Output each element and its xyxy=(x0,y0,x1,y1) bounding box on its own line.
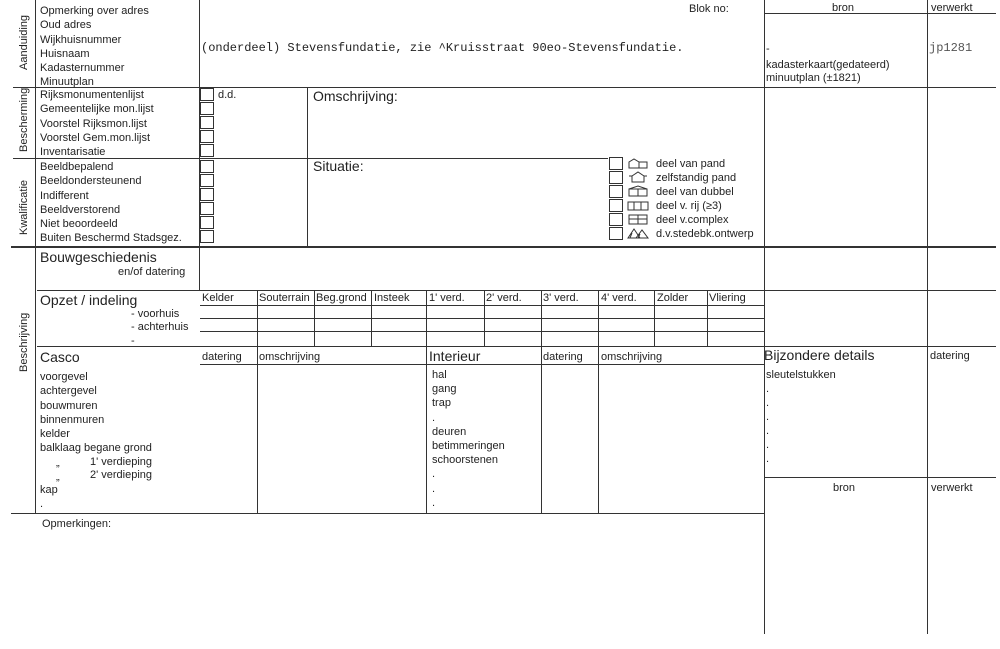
item-indifferent: Indifferent xyxy=(40,189,89,202)
bijzondere-verwerkt-header: verwerkt xyxy=(931,482,973,494)
interieur-betimmeringen: betimmeringen xyxy=(432,440,505,453)
field-wijkhuisnummer: Wijkhuisnummer xyxy=(40,33,122,46)
casco-verdieping-1: 1' verdieping xyxy=(90,456,153,468)
bron-dash: - xyxy=(766,43,770,55)
field-oud-adres: Oud adres xyxy=(40,19,92,32)
bescherming-checkbox[interactable] xyxy=(200,102,214,115)
item-beeldbepalend: Beeldbepalend xyxy=(40,161,114,173)
field-minuutplan: Minuutplan xyxy=(40,76,94,89)
interieur-items xyxy=(432,368,505,510)
rule-kwalificatie-bottom xyxy=(11,246,996,248)
item-beeldondersteunend: Beeldondersteunend xyxy=(40,175,142,188)
rule-bron-left xyxy=(764,0,765,634)
interieur-dot: . xyxy=(432,468,436,481)
opzet-voorhuis: - voorhuis xyxy=(131,308,180,320)
casco-kelder: kelder xyxy=(40,428,70,441)
kwalificatie-checkbox[interactable] xyxy=(200,160,214,173)
bijzondere-dot: . xyxy=(766,383,770,395)
casco-datering-header: datering xyxy=(202,351,242,363)
casco-dot: . xyxy=(40,498,44,510)
rule-floor-col xyxy=(598,290,599,346)
beschrijving-section-label: Beschrijving xyxy=(18,312,30,372)
kwalificatie-items xyxy=(40,160,182,246)
item-rijksmonumentenlijst: Rijksmonumentenlijst xyxy=(40,89,144,101)
interieur-gang: gang xyxy=(432,383,457,396)
situatie-checkbox[interactable] xyxy=(609,185,623,198)
opzet-other: - xyxy=(131,335,135,347)
rule-casco-omschrijving-right xyxy=(426,346,427,513)
situatie-options xyxy=(656,157,754,241)
interieur-schoorstenen: schoorstenen xyxy=(432,454,499,467)
rule-floor-col xyxy=(541,290,542,346)
rule-floor-col xyxy=(654,290,655,346)
zelfstandig-pand-icon xyxy=(627,171,649,183)
rule-floor-col xyxy=(707,290,708,346)
kwalificatie-section-label: Kwalificatie xyxy=(18,179,30,235)
situatie-label: Situatie: xyxy=(313,158,364,174)
situatie-checkbox[interactable] xyxy=(609,171,623,184)
aanduiding-typed-value: (onderdeel) Stevensfundatie, zie ^Kruisstraat 90eo-Stevensfundatie. xyxy=(201,41,684,55)
field-huisnaam: Huisnaam xyxy=(40,47,90,60)
casco-bouwmuren: bouwmuren xyxy=(40,399,98,412)
bescherming-items xyxy=(40,88,154,159)
casco-balklaag: balklaag begane grond xyxy=(40,442,152,455)
deel-van-pand-icon xyxy=(627,157,649,169)
interieur-dot: . xyxy=(432,411,436,424)
casco-achtergevel: achtergevel xyxy=(40,385,97,398)
interieur-trap: trap xyxy=(432,397,451,410)
rule-floor-col xyxy=(314,290,315,346)
casco-ditto-2: „ xyxy=(56,471,60,483)
kwalificatie-checkbox[interactable] xyxy=(200,230,214,243)
rule-interieur-datering-right xyxy=(598,346,599,513)
floor-col-insteek: Insteek xyxy=(374,292,410,304)
bijzondere-dot: . xyxy=(766,425,770,437)
bijzondere-dot: . xyxy=(766,411,770,423)
situatie-checkbox[interactable] xyxy=(609,213,623,226)
opzet-label: Opzet / indeling xyxy=(40,292,138,308)
field-opmerking-adres: Opmerking over adres xyxy=(40,5,149,17)
bescherming-checkbox[interactable] xyxy=(200,144,214,157)
kwalificatie-checkbox[interactable] xyxy=(200,216,214,229)
option-zelfstandig-pand: zelfstandig pand xyxy=(656,172,737,184)
floor-col-2e-verd: 2' verd. xyxy=(486,292,522,304)
casco-verdieping-2: 2' verdieping xyxy=(90,469,153,481)
blok-no-label: Blok no: xyxy=(689,3,729,15)
interieur-deuren: deuren xyxy=(432,425,467,438)
floor-col-zolder: Zolder xyxy=(657,292,689,304)
bron-kadasterkaart: kadasterkaart(gedateerd) xyxy=(766,59,890,71)
option-deel-v-rij: deel v. rij (≥3) xyxy=(656,200,722,212)
situatie-checkbox[interactable] xyxy=(609,227,623,240)
bouwgeschiedenis-sub: en/of datering xyxy=(118,266,186,278)
option-stedebk-ontwerp: d.v.stedebk.ontwerp xyxy=(656,228,754,240)
bijzondere-details-label: Bijzondere details xyxy=(764,347,875,363)
floor-col-kelder: Kelder xyxy=(202,292,234,304)
casco-items xyxy=(40,370,152,456)
bijzondere-items xyxy=(766,368,836,466)
floor-col-vliering: Vliering xyxy=(709,292,746,304)
floor-col-4e-verd: 4' verd. xyxy=(601,292,637,304)
rule-floor-row1 xyxy=(200,318,764,319)
interieur-dot: . xyxy=(432,482,436,495)
bijzondere-datering-header: datering xyxy=(930,350,970,362)
field-kadasternummer: Kadasternummer xyxy=(40,62,125,75)
opzet-achterhuis: - achterhuis xyxy=(131,321,189,333)
interieur-hal: hal xyxy=(432,369,447,381)
verwerkt-value: jp1281 xyxy=(929,41,973,55)
interieur-dot: . xyxy=(432,496,436,509)
bescherming-checkbox[interactable] xyxy=(200,116,214,129)
item-beeldverstorend: Beeldverstorend xyxy=(40,203,121,216)
item-inventarisatie: Inventarisatie xyxy=(40,146,106,159)
bijzondere-sleutelstukken: sleutelstukken xyxy=(766,369,836,381)
item-voorstel-rijksmon-lijst: Voorstel Rijksmon.lijst xyxy=(40,117,147,130)
casco-voorgevel: voorgevel xyxy=(40,371,88,383)
floor-col-3e-verd: 3' verd. xyxy=(543,292,579,304)
kwalificatie-checkbox[interactable] xyxy=(200,202,214,215)
casco-ditto-1: „ xyxy=(56,457,60,469)
rule-aanduiding-bottom xyxy=(13,87,996,88)
rule-casco-header xyxy=(200,364,764,365)
deel-van-complex-icon xyxy=(627,213,649,225)
omschrijving-label: Omschrijving: xyxy=(313,88,398,104)
bron-minuutplan: minuutplan (±1821) xyxy=(766,72,861,84)
floor-col-1e-verd: 1' verd. xyxy=(429,292,465,304)
casco-omschrijving-header: omschrijving xyxy=(259,351,321,363)
deel-van-dubbel-icon xyxy=(627,185,649,197)
bescherming-checkbox[interactable] xyxy=(200,130,214,143)
bijzondere-dot: . xyxy=(766,439,770,451)
opmerkingen-label: Opmerkingen: xyxy=(42,518,112,530)
bescherming-checkbox[interactable] xyxy=(200,88,214,101)
bescherming-section-label: Bescherming xyxy=(18,87,30,152)
bijzondere-dot: . xyxy=(766,397,770,409)
option-deel-van-dubbel: deel van dubbel xyxy=(656,186,734,198)
bouwgeschiedenis-label: Bouwgeschiedenis xyxy=(40,249,157,265)
bron-header: bron xyxy=(832,2,855,14)
rule-floor-col xyxy=(426,290,427,346)
rule-floor-col xyxy=(484,290,485,346)
dd-label: d.d. xyxy=(218,89,237,101)
rule-beschrijving-bottom xyxy=(11,513,764,514)
rule-floor-col xyxy=(257,290,258,346)
kwalificatie-checkbox[interactable] xyxy=(200,174,214,187)
deel-van-rij-icon xyxy=(627,199,649,211)
aanduiding-section-label: Aanduiding xyxy=(18,14,30,70)
bijzondere-dot: . xyxy=(766,453,770,465)
rule-dd-col xyxy=(307,87,308,246)
item-voorstel-gem-mon-lijst: Voorstel Gem.mon.lijst xyxy=(40,131,151,144)
item-buiten-beschermd: Buiten Beschermd Stadsgez. xyxy=(40,232,182,245)
rule-bijzondere-bron xyxy=(764,477,996,478)
rule-floor-col xyxy=(371,290,372,346)
stedebouwkundig-ontwerp-icon xyxy=(627,227,649,239)
interieur-label: Interieur xyxy=(429,348,481,364)
rule-floor-header xyxy=(200,305,764,306)
interieur-datering-header: datering xyxy=(543,351,583,363)
rule-bron-right xyxy=(927,0,928,634)
option-deel-v-complex: deel v.complex xyxy=(656,214,729,226)
rule-floor-row2 xyxy=(200,331,764,332)
bijzondere-bron-header: bron xyxy=(833,482,856,494)
item-gemeentelijke-mon-lijst: Gemeentelijke mon.lijst xyxy=(40,103,154,116)
rule-casco-datering-right xyxy=(257,346,258,513)
option-deel-van-pand: deel van pand xyxy=(656,158,726,170)
situatie-checkbox[interactable] xyxy=(609,157,623,170)
kwalificatie-checkbox[interactable] xyxy=(200,188,214,201)
item-niet-beoordeeld: Niet beoordeeld xyxy=(40,218,118,231)
interieur-omschrijving-header: omschrijving xyxy=(601,351,663,363)
casco-binnenmuren: binnenmuren xyxy=(40,413,105,426)
verwerkt-header: verwerkt xyxy=(931,2,973,14)
casco-label: Casco xyxy=(40,349,80,365)
rule-label-col xyxy=(35,0,36,513)
floor-col-beg-grond: Beg.grond xyxy=(316,292,367,304)
rule-interieur-items-right xyxy=(541,346,542,513)
floor-col-souterrain: Souterrain xyxy=(259,292,310,304)
situatie-checkbox[interactable] xyxy=(609,199,623,212)
aanduiding-fields xyxy=(40,4,149,90)
casco-kap: kap xyxy=(40,484,58,496)
